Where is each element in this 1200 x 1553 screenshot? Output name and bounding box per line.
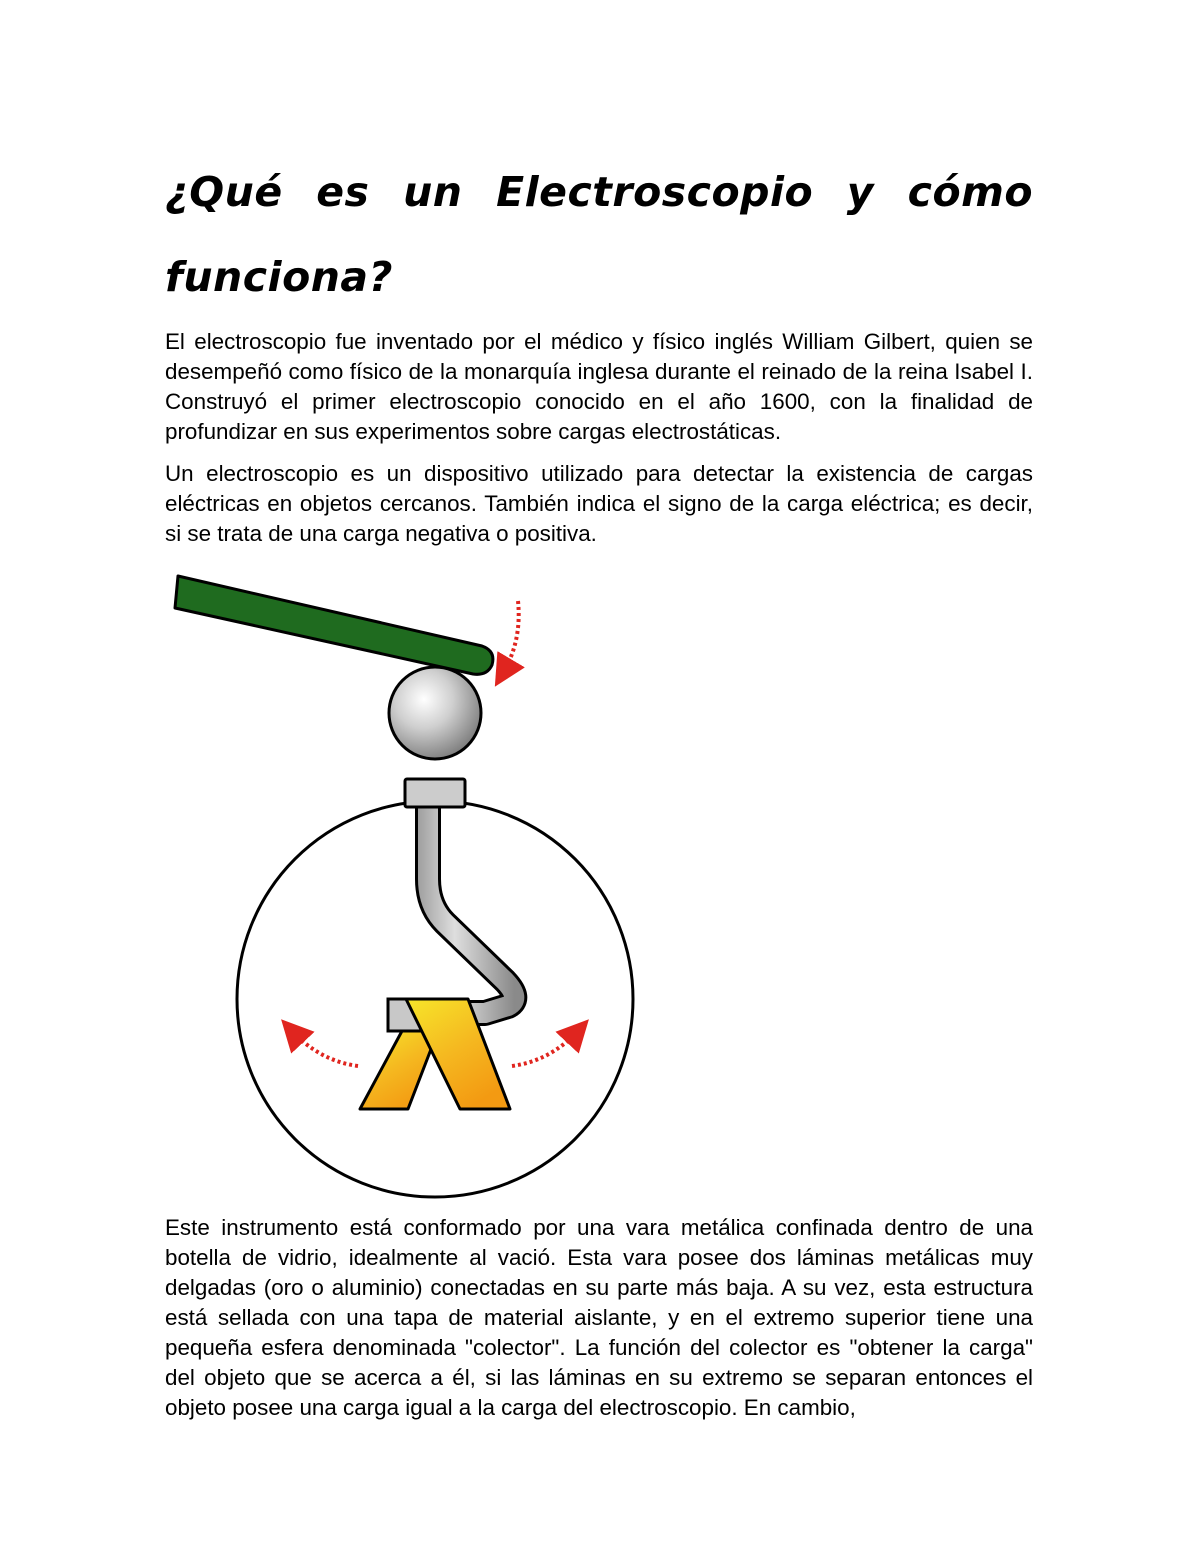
approach-arrow-icon	[503, 601, 519, 673]
paragraph-definition: Un electroscopio es un dispositivo utilizado para detectar la existencia de cargas eléctricas en objetos cercanos. También indica el signo de la carga eléctrica; es decir, si se trata de una carga negativa o positiva.	[165, 461, 1033, 546]
collector-sphere	[389, 667, 481, 759]
electroscope-diagram	[170, 561, 640, 1201]
charged-rod	[175, 576, 493, 674]
paragraph-structure: Este instrumento está conformado por una vara metálica confinada dentro de una botella de vidrio, idealmente al vació. Esta vara posee dos láminas metálicas muy delgadas (oro o aluminio) conectadas en su parte más baja. A su vez, esta estructura está sellada con una tapa de material aislante, y en el extremo superior tiene una pequeña esfera denominada "colector". La función del colector es "obtener la carga" del objeto que se acerca a él, si las láminas en su extremo se separan entonces el objeto posee una carga igual a la carga del electroscopio. En cambio,	[165, 1215, 1033, 1420]
paragraph-history: El electroscopio fue inventado por el médico y físico inglés William Gilbert, quien se desempeñó como físico de la monarquía inglesa durante el reinado de la reina Isabel I. Construyó el primer electroscopio conocido en el año 1600, con la finalidad de profundizar en sus experimentos sobre cargas electrostáticas.	[165, 329, 1033, 444]
electroscope-illustration	[170, 561, 640, 1201]
document-page	[165, 150, 1033, 1435]
page-title: ¿Qué es un Electroscopio y cómo funciona?	[165, 168, 1033, 301]
insulating-cap	[405, 779, 465, 807]
